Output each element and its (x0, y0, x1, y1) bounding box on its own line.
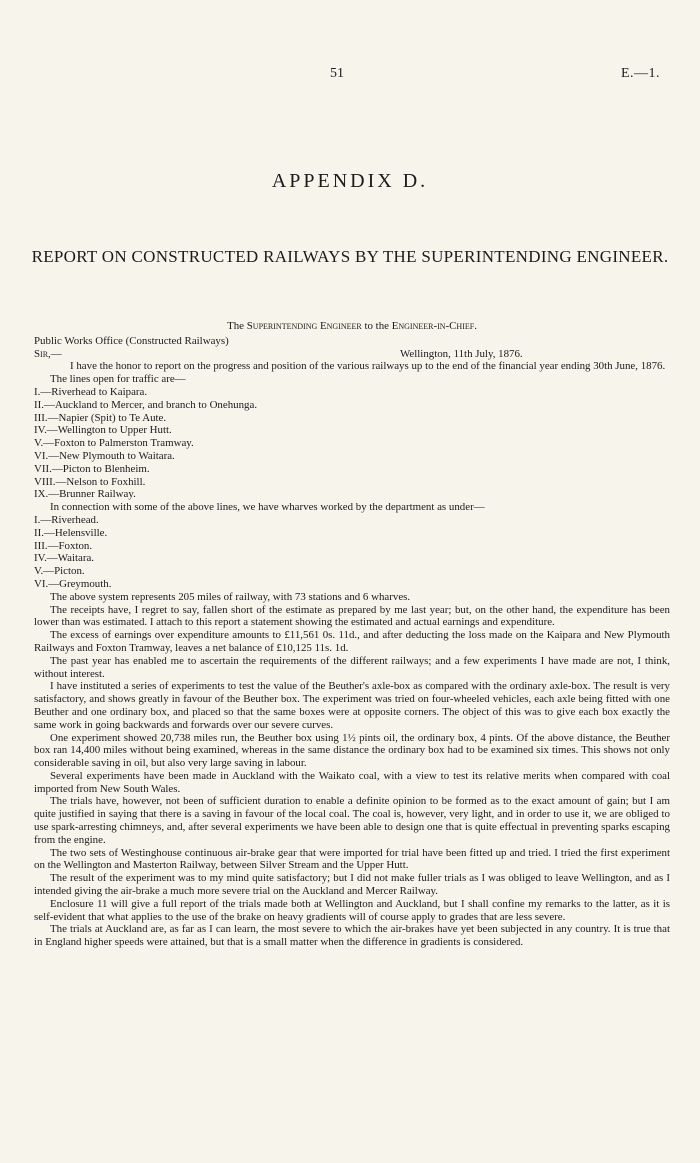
place-date: Wellington, 11th July, 1876. (400, 347, 523, 360)
wharf-item: VI.—Greymouth. (34, 577, 112, 590)
wharves-header: In connection with some of the above lines, we have wharves worked by the department as under— (50, 501, 485, 514)
railway-line-item: II.—Auckland to Mercer, and branch to Onehunga. (34, 398, 258, 411)
body-paragraph: The past year has enabled me to ascertain the requirements of the different railways; and a few experiments I have made are not, I think, without interest. (34, 654, 670, 680)
railway-line-item: VI.—New Plymouth to Waitara. (34, 449, 175, 462)
page-number: 51 (330, 66, 344, 81)
wharf-item: IV.—Waitara. (34, 552, 95, 565)
wharves-list (34, 514, 670, 591)
wharf-item: I.—Riverhead. (34, 513, 99, 526)
lines-list (34, 386, 670, 501)
railway-line-item: III.—Napier (Spit) to Te Aute. (34, 411, 167, 424)
wharf-item: III.—Foxton. (34, 539, 93, 552)
body-paragraph: One experiment showed 20,738 miles run, the Beuther box using 1½ pints oil, the ordinary box, 4 pints. Of the above distance, the Beuther box ran 14,400 miles without being examined, whereas in the same distance the ordinary box had to be examined six times. This shows not only considerable saving in oil, but also very large saving in labour. (34, 731, 670, 770)
body-paragraph: I have instituted a series of experiments to test the value of the Beuther's axle-box as compared with the ordinary axle-box. The result is very satisfactory, and shows greatly in favour of the Beuther box. The experiment was tried on four-wheeled vehicles, each axle being fitted with one Beuther and one ordinary box, and placed so that the same boxes were at opposite corners. The object of this was to give each box exactly the same work in going backwards and forwards over our severe curves. (34, 680, 670, 731)
body-paragraph: The two sets of Westinghouse continuous air-brake gear that were imported for trial have been fitted up and tried. I tried the first experiment on the Wellington and Masterton Railway, between Silver Stream and the Upper Hutt. (34, 846, 670, 872)
wharf-item: V.—Picton. (34, 565, 85, 578)
railway-line-item: VII.—Picton to Blenheim. (34, 462, 150, 475)
report-body (34, 320, 670, 949)
body-paragraph: The receipts have, I regret to say, fallen short of the estimate as prepared by me last year; but, on the other hand, the expenditure has been lower than was estimated. I attach to this report a statement showing the estimated and actual earnings and expenditure. (34, 603, 670, 629)
railway-line-item: IV.—Wellington to Upper Hutt. (34, 424, 172, 437)
from-to-line: The Superintending Engineer to the Engineer-in-Chief. (227, 320, 477, 332)
railway-line-item: I.—Riverhead to Kaipara. (34, 385, 148, 398)
railway-line-item: VIII.—Nelson to Foxhill. (34, 475, 146, 488)
body-paragraph: Enclosure 11 will give a full report of the trials made both at Wellington and Auckland, but I shall confine my remarks to the latter, as it is self-evident that what applies to the use of the brake on heavy gradients will of course apply to grades that are less severe. (34, 897, 670, 923)
body-paragraph: The result of the experiment was to my mind quite satisfactory; but I did not make fuller trials as I was obliged to leave Wellington, and as I intended giving the air-brake a much more severe trial on the Auckland and Mercer Railway. (34, 872, 670, 898)
wharf-item: II.—Helensville. (34, 526, 108, 539)
body-paragraph: Several experiments have been made in Auckland with the Waikato coal, with a view to test its relative merits when compared with coal imported from New South Wales. (34, 769, 670, 795)
salutation-line (34, 348, 670, 361)
report-paragraphs (34, 591, 670, 949)
salutation: Sir,— (34, 347, 62, 360)
body-paragraph: The above system represents 205 miles of railway, with 73 stations and 6 wharves. (50, 590, 411, 603)
body-paragraph: The trials at Auckland are, as far as I can learn, the most severe to which the air-brakes have yet been subjected in any country. It is true that in England higher speeds were attained, but that is a small matter when the difference in gradients is considered. (34, 923, 670, 949)
office-address: Public Works Office (Constructed Railways) (34, 334, 229, 347)
body-paragraph: The trials have, however, not been of sufficient duration to enable a definite opinion to be formed as to the exact amount of gain; but I am quite justified in saying that there is a saving in favour of the local coal. The coal is, however, very light, and in order to use it, we are obliged to use spark-arresting chimneys, and, after several experiments we have been able to design one that is quite effectual in preventing sparks escaping from the engine. (34, 795, 670, 846)
railway-line-item: V.—Foxton to Palmerston Tramway. (34, 437, 194, 450)
intro-paragraph: I have the honor to report on the progress and position of the various railways up to the end of the financial year ending 30th June, 1876. (70, 360, 666, 373)
lines-header: The lines open for traffic are— (50, 373, 186, 386)
body-paragraph: The excess of earnings over expenditure amounts to £11,561 0s. 11d., and after deducting the loss made on the Kaipara and New Plymouth Railways and Foxton Tramway, leaves a net balance of £10,125 11s. 1d. (34, 629, 670, 654)
document-reference: E.—1. (621, 66, 661, 81)
railway-line-item: IX.—Brunner Railway. (34, 488, 136, 501)
report-title: REPORT ON CONSTRUCTED RAILWAYS BY THE SUPERINTENDING ENGINEER. (31, 247, 669, 266)
appendix-heading: APPENDIX D. (271, 170, 429, 192)
